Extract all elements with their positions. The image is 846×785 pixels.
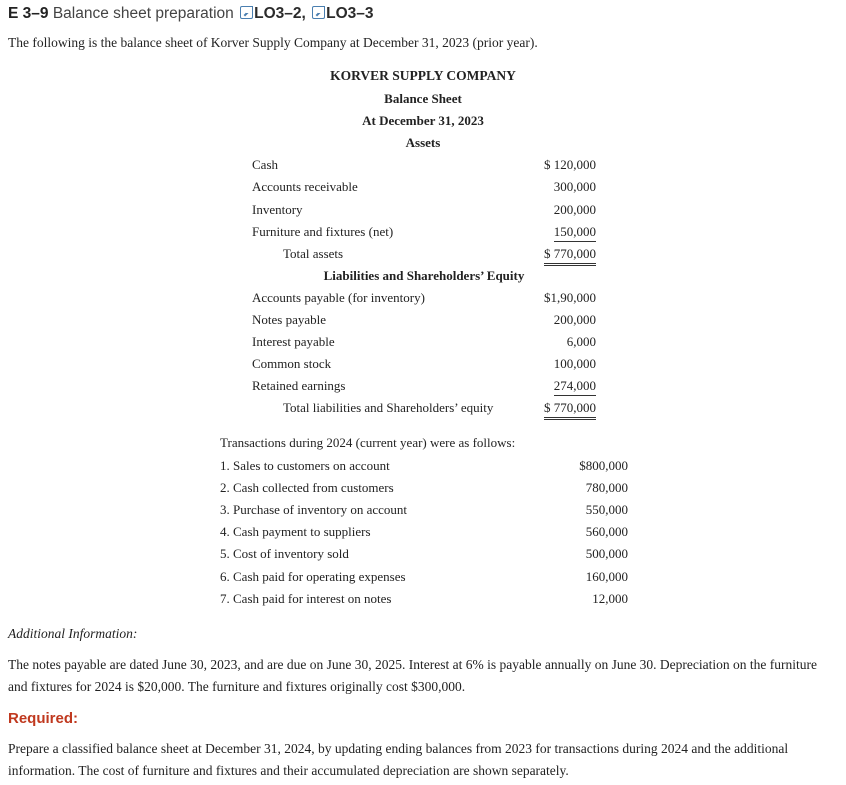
exercise-header [8,5,374,23]
balance-row [252,157,596,177]
transaction-amount: 780,000 [585,480,628,495]
external-link-icon[interactable] [312,6,325,19]
intro-text: The following is the balance sheet of Korver Supply Company at December 31, 2023 (prior year). [8,35,538,50]
transaction-row [220,569,628,589]
exercise-title: Balance sheet preparation [52,5,234,22]
transaction-amount: 12,000 [592,591,628,606]
transaction-amount: 550,000 [585,502,628,517]
transaction-amount: 560,000 [585,524,628,539]
external-link-icon[interactable] [240,6,253,19]
total-label: Total assets [283,246,344,261]
row-label: Furniture and fixtures (net) [252,224,394,239]
balance-row [252,202,596,222]
company-name: KORVER SUPPLY COMPANY [330,68,516,83]
row-label: Interest payable [252,334,335,349]
transaction-row [220,524,628,544]
transaction-amount: 160,000 [585,569,628,584]
row-amount: 200,000 [553,202,596,217]
transaction-label: 6. Cash paid for operating expenses [220,569,406,584]
transaction-amount: $800,000 [579,458,628,473]
row-label: Inventory [252,202,303,217]
transaction-amount: 500,000 [585,546,628,561]
transaction-label: 1. Sales to customers on account [220,458,390,473]
row-amount: 150,000 [554,224,596,242]
balance-row [252,179,596,199]
liabilities-heading: Liabilities and Shareholders’ Equity [323,268,525,283]
additional-info-text: The notes payable are dated June 30, 2023, and are due on June 30, 2025. Interest at 6% is payable annually on June 30. Depreciation on the furniture and fixtures for 2024 is $20,000. The furniture and fixtures originally cost $300,000. [8,657,817,694]
transaction-label: 5. Cost of inventory sold [220,546,349,561]
assets-heading: Assets [405,135,441,150]
transaction-label: 7. Cash paid for interest on notes [220,591,392,606]
row-label: Notes payable [252,312,327,327]
row-label: Retained earnings [252,378,346,393]
transaction-row [220,480,628,500]
transaction-label: 3. Purchase of inventory on account [220,502,408,517]
row-amount: 274,000 [554,378,596,396]
total-amount: $ 770,000 [544,246,596,266]
balance-row [252,312,596,332]
transaction-row [220,591,628,611]
additional-info-heading: Additional Information: [8,626,138,641]
required-text: Prepare a classified balance sheet at December 31, 2024, by updating ending balances from 2023 for transactions during 2024 and the additional information. The cost of furniture and fixtures and their accumulated depreciation are shown separately. [8,741,789,778]
statement-title: Balance Sheet [384,91,462,106]
row-amount: $1,90,000 [544,290,596,305]
balance-row [252,290,596,310]
balance-row [252,224,596,244]
transaction-label: 2. Cash collected from customers [220,480,394,495]
exercise-number: E 3–9 [8,5,49,22]
row-label: Accounts receivable [252,179,358,194]
transactions-heading: Transactions during 2024 (current year) were as follows: [220,435,516,450]
learning-objective-link[interactable]: LO3–3 [326,5,374,22]
row-amount: 100,000 [553,356,596,371]
total-row [252,246,596,266]
transaction-row [220,502,628,522]
required-heading: Required: [8,710,79,727]
row-amount: $ 120,000 [544,157,596,172]
transaction-row [220,546,628,566]
transaction-label: 4. Cash payment to suppliers [220,524,371,539]
row-amount: 200,000 [553,312,596,327]
transaction-row [220,458,628,478]
row-label: Accounts payable (for inventory) [252,290,425,305]
row-amount: 300,000 [553,179,596,194]
total-row [252,400,596,420]
balance-row [252,356,596,376]
balance-row [252,378,596,398]
row-label: Common stock [252,356,332,371]
total-amount: $ 770,000 [544,400,596,420]
row-amount: 6,000 [566,334,596,349]
statement-date: At December 31, 2023 [362,113,484,128]
row-label: Cash [252,157,278,172]
total-label: Total liabilities and Shareholders’ equity [283,400,494,415]
balance-row [252,334,596,354]
learning-objective-link[interactable]: LO3–2, [254,5,306,22]
